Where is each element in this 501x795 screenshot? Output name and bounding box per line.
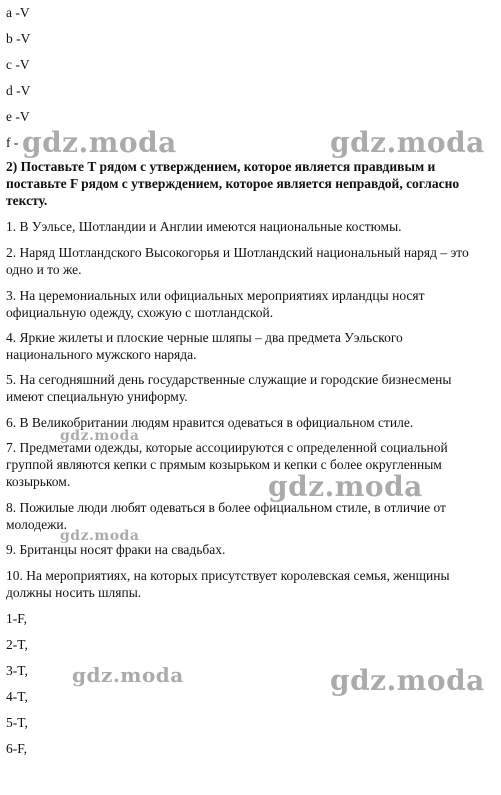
answer-line-b: b -V <box>6 31 31 46</box>
statement-6: 6. В Великобритании людям нравится одеваться в официальном стиле. <box>6 415 414 430</box>
task-heading: 2) Поставьте T рядом с утверждением, которое является правдивым и поставьте F рядом с утверждением, которое является неправдой, согласно тексту. <box>6 159 460 208</box>
statement-5: 5. На сегодняшний день государственные служащие и городские бизнесмены имеют специальную униформу. <box>6 372 452 404</box>
statement-1: 1. В Уэльсе, Шотландии и Англии имеются национальные костюмы. <box>6 219 402 234</box>
statement-8: 8. Пожилые люди любят одеваться в более официальном стиле, в отличие от молодежи. <box>6 500 446 532</box>
watermark-mid-right: gdz.moda <box>268 470 423 503</box>
answer-2: 2-T, <box>6 637 28 652</box>
answer-1: 1-F, <box>6 611 28 626</box>
watermark-mid-small-1: gdz.moda <box>60 428 140 444</box>
statement-9: 9. Британцы носят фраки на свадьбах. <box>6 542 226 557</box>
answer-3: 3-T, <box>6 663 28 678</box>
watermark-mid-small-2: gdz.moda <box>60 528 140 544</box>
answer-4: 4-T, <box>6 689 28 704</box>
statement-2: 2. Наряд Шотландского Высокогорья и Шотландский национальный наряд – это одно и то же. <box>6 245 469 277</box>
answer-line-d: d -V <box>6 83 31 98</box>
answer-line-c: c -V <box>6 57 30 72</box>
watermark-top-right: gdz.moda <box>330 126 485 159</box>
watermark-bottom-right: gdz.moda <box>330 664 485 697</box>
statement-10: 10. На мероприятиях, на которых присутствует королевская семья, женщины должны носить шляпы. <box>6 568 450 600</box>
answer-line-e: e -V <box>6 109 30 124</box>
answer-5: 5-T, <box>6 715 28 730</box>
statement-7: 7. Предметами одежды, которые ассоциируются с определенной социальной группой являются кепки с прямым козырьком и кепки с более округленным козырьком. <box>6 440 448 489</box>
answer-line-a: a -V <box>6 5 30 20</box>
statement-4: 4. Яркие жилеты и плоские черные шляпы – два предмета Уэльского национального мужского наряда. <box>6 330 403 362</box>
watermark-bottom-left: gdz.moda <box>72 663 184 687</box>
watermark-top-left: gdz.moda <box>22 126 177 159</box>
answer-6: 6-F, <box>6 741 28 756</box>
answer-line-f: f - <box>6 135 19 150</box>
statement-3: 3. На церемониальных или официальных мероприятиях ирландцы носят официальную одежду, схожую с шотландской. <box>6 288 425 320</box>
